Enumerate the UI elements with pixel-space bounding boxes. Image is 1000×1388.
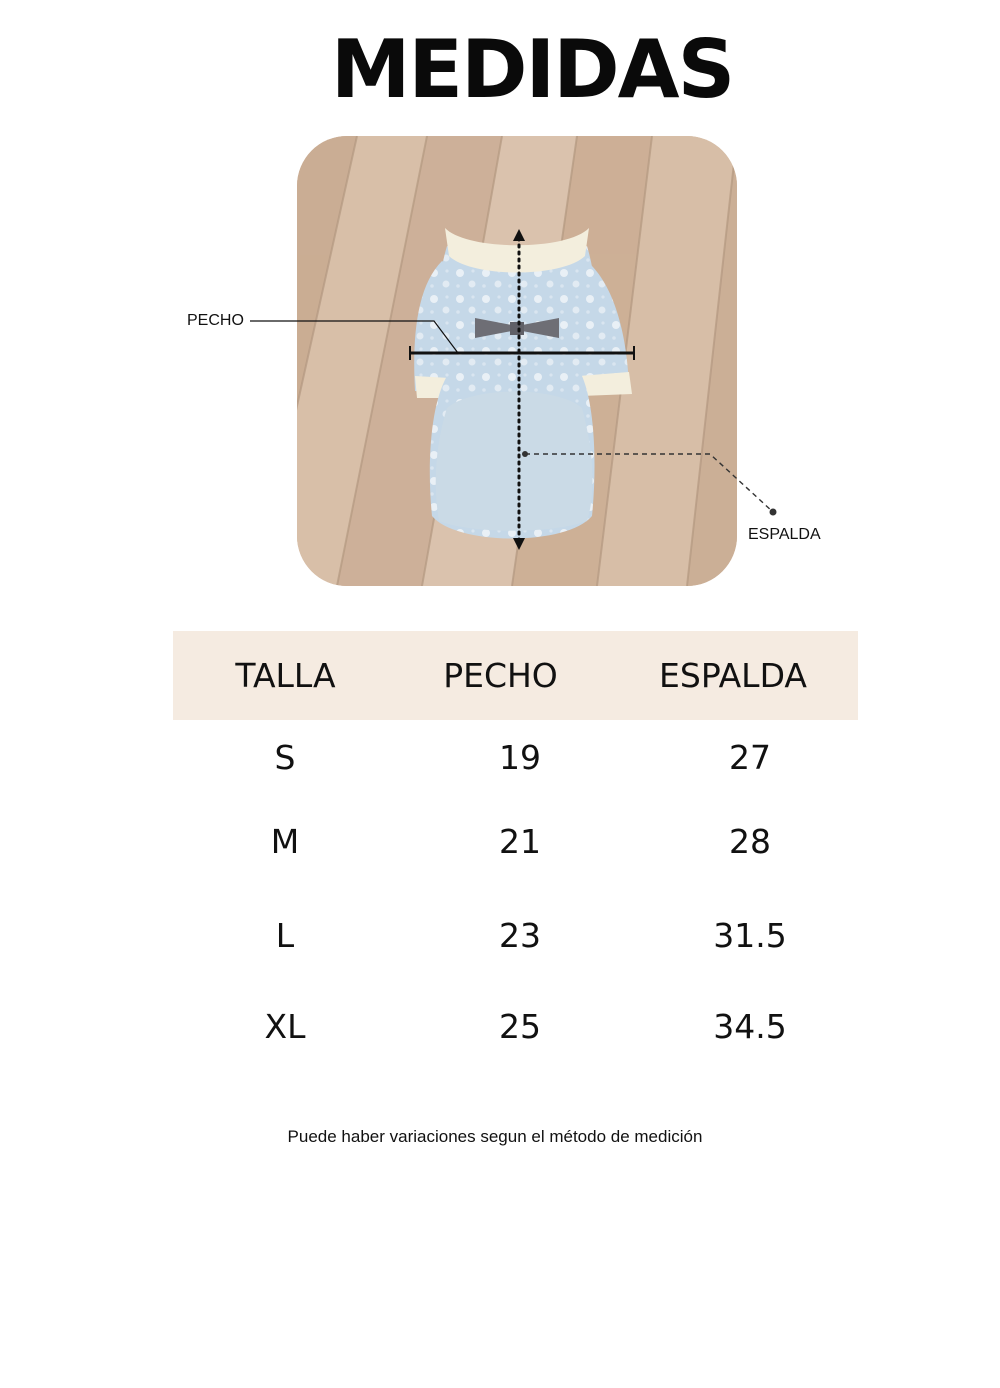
table-row	[173, 812, 858, 872]
size-table-header	[173, 631, 858, 720]
size-cell: S	[274, 738, 296, 777]
chest-callout-label: PECHO	[187, 312, 244, 329]
table-row	[173, 906, 858, 966]
back-callout-dot-end	[770, 509, 777, 516]
measurement-note: Puede haber variaciones segun el método de medición	[287, 1127, 703, 1146]
page-title: MEDIDAS	[330, 23, 734, 116]
chest-cell: 19	[499, 738, 541, 777]
size-cell: L	[275, 916, 295, 955]
header-chest: PECHO	[443, 656, 558, 695]
garment-illustration	[297, 136, 737, 586]
back-cell: 31.5	[713, 916, 787, 955]
back-callout-label: ESPALDA	[748, 526, 821, 543]
table-row	[173, 728, 858, 788]
size-cell: M	[270, 822, 300, 861]
size-cell: XL	[264, 1007, 306, 1046]
header-size: TALLA	[235, 656, 336, 695]
chest-cell: 21	[499, 822, 541, 861]
chest-cell: 25	[499, 1007, 541, 1046]
back-cell: 34.5	[713, 1007, 787, 1046]
header-back: ESPALDA	[659, 656, 807, 695]
table-row	[173, 997, 858, 1057]
product-photo	[297, 136, 737, 586]
back-cell: 28	[729, 822, 771, 861]
chest-cell: 23	[499, 916, 541, 955]
back-cell: 27	[729, 738, 771, 777]
